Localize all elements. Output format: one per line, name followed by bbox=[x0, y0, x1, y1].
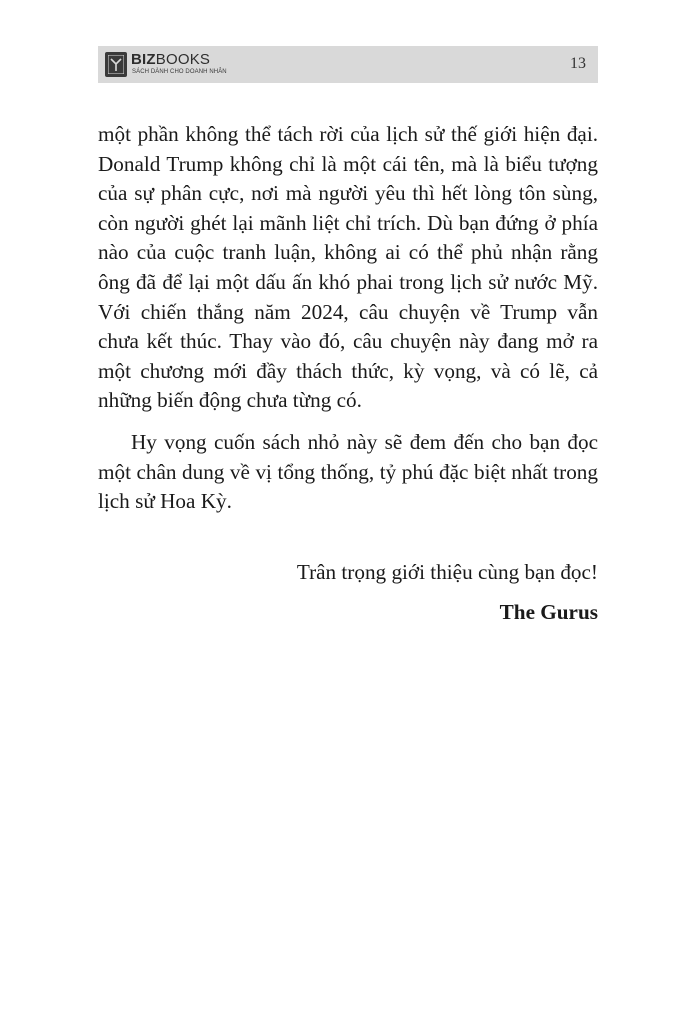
paragraph-1: một phần không thể tách rời của lịch sử thế giới hiện đại. Donald Trump không chỉ là một cái tên, mà là biểu tượng của sự phân cực, nơi mà người yêu thì hết lòng tôn sùng, còn người ghét lại mãnh liệt chỉ trích. Dù bạn đứng ở phía nào của cuộc tranh luận, không ai có thể phủ nhận rằng ông đã để lại một dấu ấn khó phai trong lịch sử nước Mỹ. Với chiến thắng năm 2024, câu chuyện về Trump vẫn chưa kết thúc. Thay vào đó, câu chuyện này đang mở ra một chương mới đầy thách thức, kỳ vọng, và có lẽ, cả những biến động chưa từng có. bbox=[98, 122, 598, 413]
page-number: 13 bbox=[570, 55, 586, 72]
brand-prefix: BIZ bbox=[131, 51, 156, 68]
body-text bbox=[98, 120, 598, 517]
brand-name bbox=[131, 51, 210, 68]
running-header bbox=[98, 46, 598, 83]
closing-line: Trân trọng giới thiệu cùng bạn đọc! bbox=[296, 560, 598, 584]
brand-suffix: BOOKS bbox=[155, 51, 211, 68]
signature: The Gurus bbox=[499, 600, 598, 624]
brand-tagline: SÁCH DÀNH CHO DOANH NHÂN bbox=[132, 69, 227, 75]
paragraph-2: Hy vọng cuốn sách nhỏ này sẽ đem đến cho bạn đọc một chân dung về vị tổng thống, tỷ phú đặc biệt nhất trong lịch sử Hoa Kỳ. bbox=[98, 429, 598, 514]
bizbooks-logo-icon bbox=[105, 52, 127, 77]
